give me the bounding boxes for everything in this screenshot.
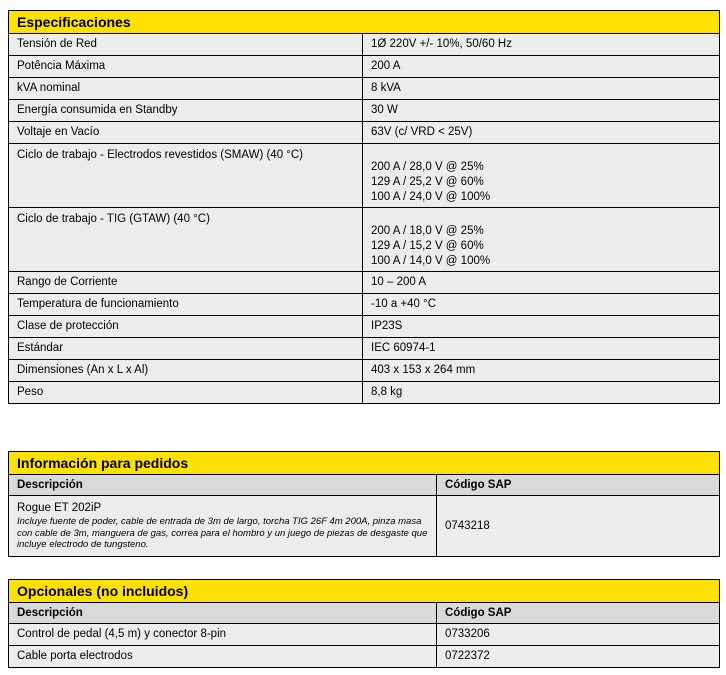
duty-cycle-line: 129 A / 25,2 V @ 60% (371, 176, 484, 188)
optional-description: Control de pedal (4,5 m) y conector 8-pin (9, 624, 437, 646)
spec-row (9, 360, 720, 382)
spec-value: 1Ø 220V +/- 10%, 50/60 Hz (363, 34, 720, 56)
duty-cycle-line: 129 A / 15,2 V @ 60% (371, 240, 484, 252)
spec-label: Potência Máxima (9, 56, 363, 78)
spec-value: 63V (c/ VRD < 25V) (363, 122, 720, 144)
spec-label: Ciclo de trabajo - Electrodos revestidos (SMAW) (40 °C) (9, 144, 363, 208)
spec-value: IEC 60974-1 (363, 338, 720, 360)
optionals-table (8, 579, 720, 668)
duty-cycle-line: 200 A / 28,0 V @ 25% (371, 161, 484, 173)
spec-label: Dimensiones (An x L x Al) (9, 360, 363, 382)
spec-label: Tensión de Red (9, 34, 363, 56)
spec-label: kVA nominal (9, 78, 363, 100)
spec-label: Voltaje en Vacío (9, 122, 363, 144)
product-name: Rogue ET 202iP (17, 502, 102, 515)
spec-row (9, 100, 720, 122)
spec-row (9, 56, 720, 78)
spec-value: 8 kVA (363, 78, 720, 100)
spec-label: Energía consumida en Standby (9, 100, 363, 122)
duty-cycle-line: 100 A / 14,0 V @ 100% (371, 255, 491, 267)
spec-row (9, 338, 720, 360)
product-includes-note: Incluye fuente de poder, cable de entrada de 3m de largo, torcha TIG 26F 4m 200A, pinza masa con cable de 3m, manguera de gas, correa para el hombro y un juego de piezas de desgaste que incluye electrodo de tungsteno. (17, 516, 428, 551)
optional-sap-code: 0733206 (437, 624, 720, 646)
spec-row (9, 272, 720, 294)
spec-value: 10 – 200 A (363, 272, 720, 294)
spec-value (363, 144, 720, 208)
spec-row-smaw-duty-cycle (9, 144, 720, 208)
specifications-title: Especificaciones (9, 11, 720, 34)
spec-value: 30 W (363, 100, 720, 122)
spec-value: IP23S (363, 316, 720, 338)
column-header-sap-code: Código SAP (437, 603, 720, 624)
spec-label: Ciclo de trabajo - TIG (GTAW) (40 °C) (9, 208, 363, 272)
spec-row (9, 122, 720, 144)
order-item-sap-code: 0743218 (437, 496, 720, 557)
optionals-title: Opcionales (no incluidos) (9, 580, 720, 603)
spec-value: 200 A (363, 56, 720, 78)
spec-value (363, 208, 720, 272)
spec-label: Temperatura de funcionamiento (9, 294, 363, 316)
optional-row (9, 646, 720, 668)
order-item-description (9, 496, 437, 557)
spec-row (9, 78, 720, 100)
column-header-sap-code: Código SAP (437, 475, 720, 496)
specifications-table (8, 10, 720, 404)
spec-label: Clase de protección (9, 316, 363, 338)
column-header-description: Descripción (9, 475, 437, 496)
spec-label: Peso (9, 382, 363, 404)
spec-row (9, 382, 720, 404)
duty-cycle-line: 100 A / 24,0 V @ 100% (371, 191, 491, 203)
column-header-description: Descripción (9, 603, 437, 624)
optional-row (9, 624, 720, 646)
optional-description: Cable porta electrodos (9, 646, 437, 668)
ordering-info-title: Información para pedidos (9, 452, 720, 475)
optional-sap-code: 0722372 (437, 646, 720, 668)
spec-label: Estándar (9, 338, 363, 360)
spec-row (9, 34, 720, 56)
order-item-row (9, 496, 720, 557)
ordering-info-table (8, 451, 720, 557)
spec-label: Rango de Corriente (9, 272, 363, 294)
spec-row (9, 316, 720, 338)
spec-value: 8,8 kg (363, 382, 720, 404)
spec-value: -10 a +40 °C (363, 294, 720, 316)
duty-cycle-line: 200 A / 18,0 V @ 25% (371, 225, 484, 237)
spec-row-tig-duty-cycle (9, 208, 720, 272)
spec-row (9, 294, 720, 316)
spec-value: 403 x 153 x 264 mm (363, 360, 720, 382)
